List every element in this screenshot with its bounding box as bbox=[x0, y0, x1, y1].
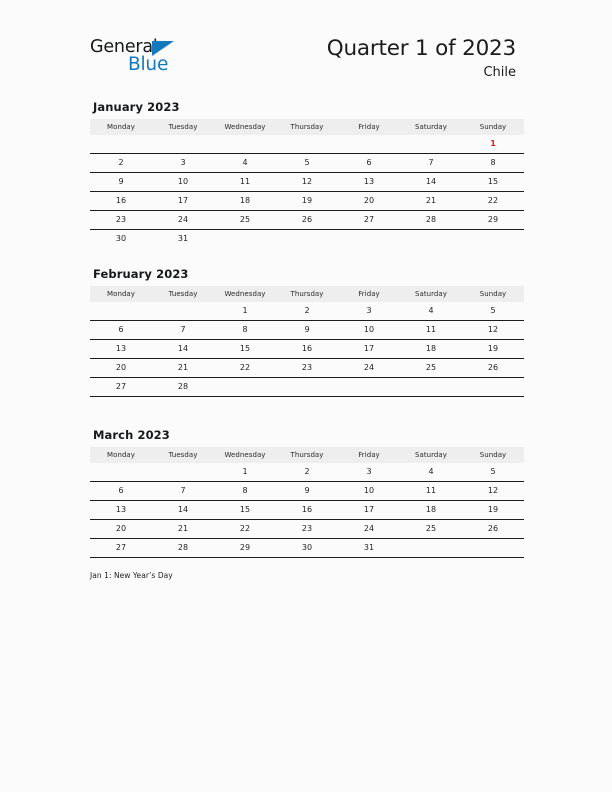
day-cell: 12 bbox=[276, 173, 338, 192]
day-cell: 22 bbox=[214, 359, 276, 378]
day-cell: 8 bbox=[214, 321, 276, 340]
day-cell: 31 bbox=[177, 234, 189, 243]
week-row bbox=[90, 482, 524, 501]
day-cell: 2 bbox=[276, 302, 338, 321]
day-cell: 19 bbox=[276, 192, 338, 211]
day-cell-empty bbox=[152, 463, 214, 482]
week-row bbox=[90, 378, 524, 397]
day-cell: 29 bbox=[214, 539, 276, 558]
day-cell: 1 bbox=[214, 463, 276, 482]
day-cell-empty bbox=[276, 230, 338, 249]
weekday-header-friday: Friday bbox=[338, 286, 400, 302]
day-cell: 13 bbox=[90, 340, 152, 359]
day-cell: 27 bbox=[90, 539, 152, 558]
day-cell: 10 bbox=[152, 173, 214, 192]
day-cell: 29 bbox=[462, 211, 524, 230]
holiday-notes bbox=[90, 570, 530, 582]
weekday-header-tuesday: Tuesday bbox=[152, 286, 214, 302]
day-cell: 17 bbox=[338, 501, 400, 520]
day-cell: 24 bbox=[338, 520, 400, 539]
day-cell: 25 bbox=[214, 211, 276, 230]
day-cell: 5 bbox=[462, 302, 524, 321]
page-header bbox=[0, 0, 612, 96]
day-cell: 5 bbox=[462, 463, 524, 482]
day-cell: 6 bbox=[90, 321, 152, 340]
weekday-header-tuesday: Tuesday bbox=[152, 447, 214, 463]
weekday-header-thursday: Thursday bbox=[276, 286, 338, 302]
month-block bbox=[90, 100, 524, 248]
weekday-header-friday: Friday bbox=[338, 119, 400, 135]
holiday-note: Jan 1: New Year’s Day bbox=[90, 571, 173, 580]
day-cell-empty bbox=[400, 378, 462, 397]
month-title: March 2023 bbox=[93, 428, 170, 442]
weekday-header-thursday: Thursday bbox=[276, 447, 338, 463]
weekday-header-wednesday: Wednesday bbox=[214, 286, 276, 302]
weekday-header-saturday: Saturday bbox=[400, 286, 462, 302]
day-cell-empty bbox=[152, 302, 214, 321]
day-cell-empty bbox=[276, 378, 338, 397]
day-cell: 20 bbox=[90, 359, 152, 378]
month-block bbox=[90, 428, 524, 558]
day-cell: 21 bbox=[400, 192, 462, 211]
day-cell-empty bbox=[338, 230, 400, 249]
week-row bbox=[90, 302, 524, 321]
day-cell: 3 bbox=[152, 154, 214, 173]
day-cell: 3 bbox=[338, 463, 400, 482]
weekday-header-sunday: Sunday bbox=[462, 119, 524, 135]
day-cell: 30 bbox=[276, 539, 338, 558]
page-subtitle: Chile bbox=[483, 65, 516, 80]
day-cell-empty bbox=[90, 463, 152, 482]
week-row bbox=[90, 230, 524, 249]
weekday-header-sunday: Sunday bbox=[462, 286, 524, 302]
week-row bbox=[90, 359, 524, 378]
day-cell: 13 bbox=[338, 173, 400, 192]
weekday-header-row bbox=[90, 286, 524, 302]
weekday-header-saturday: Saturday bbox=[400, 447, 462, 463]
day-cell: 16 bbox=[90, 192, 152, 211]
day-cell: 28 bbox=[152, 539, 214, 558]
day-cell: 17 bbox=[338, 340, 400, 359]
logo-text-blue: Blue bbox=[128, 54, 169, 75]
day-cell: 31 bbox=[338, 539, 400, 558]
day-cell-holiday: 1 bbox=[462, 135, 524, 154]
day-cell: 21 bbox=[152, 359, 214, 378]
day-cell: 13 bbox=[90, 501, 152, 520]
day-cell: 9 bbox=[90, 173, 152, 192]
day-cell: 27 bbox=[90, 378, 152, 397]
day-cell: 14 bbox=[152, 340, 214, 359]
day-cell: 15 bbox=[214, 340, 276, 359]
day-cell: 19 bbox=[462, 340, 524, 359]
day-cell-empty bbox=[400, 230, 462, 249]
weekday-header-friday: Friday bbox=[338, 447, 400, 463]
day-cell: 25 bbox=[400, 359, 462, 378]
week-row bbox=[90, 539, 524, 558]
day-cell: 20 bbox=[338, 192, 400, 211]
day-cell-empty bbox=[214, 135, 276, 154]
weekday-header-row bbox=[90, 447, 524, 463]
day-cell: 25 bbox=[400, 520, 462, 539]
day-cell: 8 bbox=[214, 482, 276, 501]
day-cell: 18 bbox=[400, 501, 462, 520]
day-cell: 4 bbox=[400, 463, 462, 482]
day-cell: 23 bbox=[90, 211, 152, 230]
day-cell: 23 bbox=[276, 520, 338, 539]
weekday-header-sunday: Sunday bbox=[462, 447, 524, 463]
logo-text-general: General bbox=[90, 37, 158, 57]
week-row bbox=[90, 173, 524, 192]
day-cell-empty bbox=[338, 378, 400, 397]
week-row bbox=[90, 463, 524, 482]
day-cell: 26 bbox=[276, 211, 338, 230]
page-title: Quarter 1 of 2023 bbox=[326, 36, 516, 61]
day-cell: 10 bbox=[338, 321, 400, 340]
day-cell: 4 bbox=[400, 302, 462, 321]
day-cell: 27 bbox=[338, 211, 400, 230]
day-cell: 6 bbox=[90, 482, 152, 501]
weekday-header-row bbox=[90, 119, 524, 135]
day-cell: 18 bbox=[214, 192, 276, 211]
weekday-header-wednesday: Wednesday bbox=[214, 447, 276, 463]
day-cell: 1 bbox=[214, 302, 276, 321]
day-cell-empty bbox=[276, 135, 338, 154]
day-cell: 15 bbox=[462, 173, 524, 192]
day-cell-empty bbox=[214, 378, 276, 397]
weekday-header-monday: Monday bbox=[90, 286, 152, 302]
month-calendar-table bbox=[90, 286, 524, 397]
day-cell-empty bbox=[462, 539, 524, 558]
week-row bbox=[90, 520, 524, 539]
weekday-header-saturday: Saturday bbox=[400, 119, 462, 135]
day-cell: 28 bbox=[400, 211, 462, 230]
week-row bbox=[90, 340, 524, 359]
day-cell: 11 bbox=[400, 482, 462, 501]
day-cell: 11 bbox=[400, 321, 462, 340]
day-cell: 12 bbox=[462, 482, 524, 501]
day-cell: 15 bbox=[214, 501, 276, 520]
day-cell: 14 bbox=[400, 173, 462, 192]
title-block bbox=[327, 36, 516, 82]
day-cell: 26 bbox=[462, 520, 524, 539]
day-cell: 7 bbox=[152, 321, 214, 340]
day-cell: 16 bbox=[276, 501, 338, 520]
week-row bbox=[90, 135, 524, 154]
day-cell: 7 bbox=[152, 482, 214, 501]
day-cell: 2 bbox=[90, 154, 152, 173]
month-calendar-table bbox=[90, 447, 524, 558]
month-block bbox=[90, 267, 524, 397]
day-cell: 9 bbox=[276, 321, 338, 340]
weekday-header-tuesday: Tuesday bbox=[152, 119, 214, 135]
week-row bbox=[90, 501, 524, 520]
day-cell: 3 bbox=[338, 302, 400, 321]
generalblue-logo bbox=[90, 38, 240, 82]
day-cell: 8 bbox=[462, 154, 524, 173]
day-cell-empty bbox=[152, 135, 214, 154]
day-cell: 24 bbox=[338, 359, 400, 378]
day-cell: 17 bbox=[152, 192, 214, 211]
day-cell: 9 bbox=[276, 482, 338, 501]
day-cell: 21 bbox=[152, 520, 214, 539]
month-tables bbox=[90, 100, 524, 558]
day-cell-empty bbox=[462, 230, 524, 249]
day-cell-empty bbox=[338, 135, 400, 154]
day-cell-empty bbox=[400, 539, 462, 558]
day-cell: 11 bbox=[214, 173, 276, 192]
day-cell: 5 bbox=[276, 154, 338, 173]
day-cell: 19 bbox=[462, 501, 524, 520]
month-calendar-table bbox=[90, 119, 524, 248]
day-cell: 20 bbox=[90, 520, 152, 539]
day-cell-empty bbox=[90, 135, 152, 154]
week-row bbox=[90, 211, 524, 230]
day-cell-empty bbox=[214, 230, 276, 249]
day-cell: 28 bbox=[152, 378, 214, 397]
weekday-header-thursday: Thursday bbox=[276, 119, 338, 135]
day-cell: 30 bbox=[115, 234, 127, 243]
day-cell: 4 bbox=[214, 154, 276, 173]
weekday-header-monday: Monday bbox=[90, 447, 152, 463]
day-cell: 18 bbox=[400, 340, 462, 359]
week-row bbox=[90, 321, 524, 340]
day-cell: 24 bbox=[152, 211, 214, 230]
day-cell-empty bbox=[90, 302, 152, 321]
month-title: February 2023 bbox=[93, 267, 189, 281]
weekday-header-wednesday: Wednesday bbox=[214, 119, 276, 135]
day-cell-empty bbox=[462, 378, 524, 397]
day-cell: 14 bbox=[152, 501, 214, 520]
weekday-header-monday: Monday bbox=[90, 119, 152, 135]
day-cell: 23 bbox=[276, 359, 338, 378]
day-cell: 26 bbox=[462, 359, 524, 378]
day-cell: 22 bbox=[214, 520, 276, 539]
day-cell: 6 bbox=[338, 154, 400, 173]
day-cell-empty bbox=[400, 135, 462, 154]
day-cell: 16 bbox=[276, 340, 338, 359]
day-cell: 12 bbox=[462, 321, 524, 340]
day-cell: 22 bbox=[462, 192, 524, 211]
week-row bbox=[90, 192, 524, 211]
week-row bbox=[90, 154, 524, 173]
month-title: January 2023 bbox=[93, 100, 180, 114]
day-cell: 2 bbox=[276, 463, 338, 482]
day-cell: 7 bbox=[400, 154, 462, 173]
day-cell: 10 bbox=[338, 482, 400, 501]
